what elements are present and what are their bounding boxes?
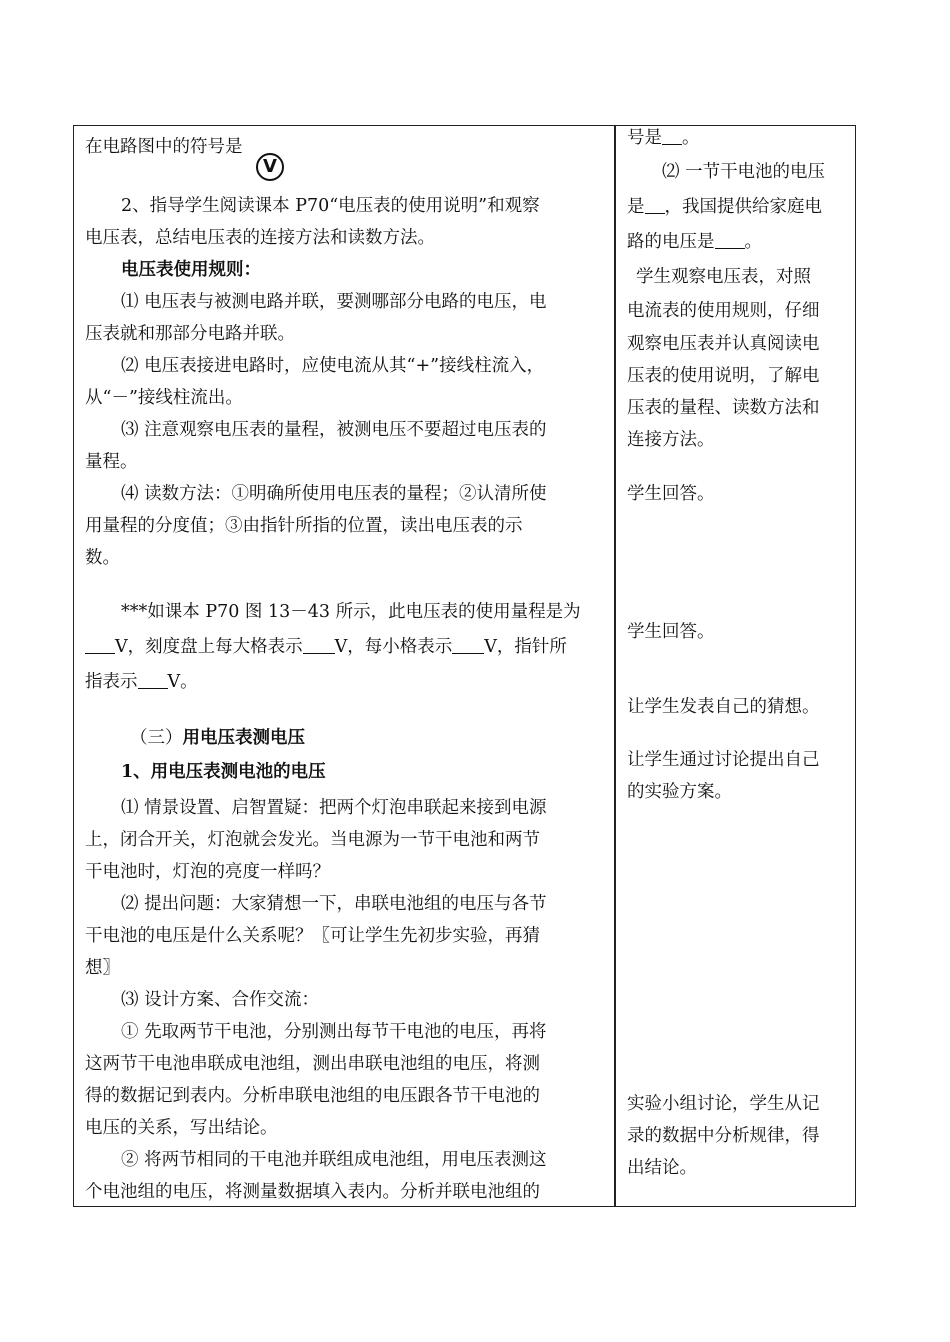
left-line: ⑷ 读数方法：①明确所使用电压表的量程；②认清所使 (121, 484, 547, 504)
right-line: 让学生通过讨论提出自己 (627, 750, 820, 770)
left-line: 用量程的分度值；③由指针所指的位置，读出电压表的示 (85, 516, 523, 536)
left-line: 数。 (85, 548, 120, 568)
right-line: 观察电压表并认真阅读电 (627, 334, 820, 354)
subsection-heading: 1、用电压表测电池的电压 (121, 762, 326, 782)
left-line: 在电路图中的符号是 (85, 137, 243, 157)
answer-blank (645, 197, 665, 214)
left-line: ⑵ 提出问题：大家猜想一下，串联电池组的电压与各节 (121, 894, 547, 914)
answer-blank (85, 637, 115, 654)
right-line: 出结论。 (627, 1158, 697, 1178)
answer-blank (303, 637, 335, 654)
left-line: ⑶ 注意观察电压表的量程，被测电压不要超过电压表的 (121, 420, 547, 440)
right-line: 连接方法。 (627, 430, 715, 450)
right-line: 录的数据中分析规律，得 (627, 1126, 820, 1146)
left-line: 电压的关系，写出结论。 (85, 1118, 278, 1138)
right-line: 压表的量程、读数方法和 (627, 398, 820, 418)
left-line: 这两节干电池串联成电池组，测出串联电池组的电压，将测 (85, 1054, 540, 1074)
right-line: 是 ，我国提供给家庭电 (627, 197, 822, 217)
right-line: 学生回答。 (627, 484, 715, 504)
right-line: 学生回答。 (627, 622, 715, 642)
right-line: 让学生发表自己的猜想。 (627, 697, 820, 717)
left-line: ⑶ 设计方案、合作交流： (121, 990, 320, 1010)
right-line: 电流表的使用规则，仔细 (627, 301, 820, 321)
left-line: 压表就和那部分电路并联。 (85, 324, 295, 344)
right-line: 号是 。 (627, 128, 700, 148)
right-line: ⑵ 一节干电池的电压 (662, 162, 826, 182)
right-line: 的实验方案。 (627, 782, 732, 802)
left-line: ⑴ 电压表与被测电路并联，要测哪部分电路的电压，电 (121, 292, 547, 312)
left-line: 2、指导学生阅读课本 P70“电压表的使用说明”和观察 (121, 196, 540, 216)
left-line: 上，闭合开关，灯泡就会发光。当电源为一节干电池和两节 (85, 830, 540, 850)
left-line: ***如课本 P70 图 13－43 所示，此电压表的使用量程是为 (121, 602, 581, 622)
left-line: 想〗 (85, 958, 120, 978)
section-3-heading: （三）用电压表测电压 (130, 728, 305, 748)
right-line: 学生观察电压表，对照 (636, 267, 811, 287)
right-line: 路的电压是 。 (627, 232, 762, 252)
left-line: 个电池组的电压，将测量数据填入表内。分析并联电池组的 (85, 1182, 540, 1202)
left-line: 干电池时，灯泡的亮度一样吗？ (85, 862, 330, 882)
left-line: ① 先取两节干电池，分别测出每节干电池的电压，再将 (121, 1022, 547, 1042)
left-line: 干电池的电压是什么关系呢？〖可让学生先初步实验，再猜 (85, 926, 540, 946)
voltmeter-symbol: V (256, 153, 284, 181)
right-line: 实验小组讨论，学生从记 (627, 1094, 820, 1114)
rules-heading: 电压表使用规则： (121, 260, 261, 280)
lesson-table (73, 125, 856, 1207)
answer-blank (138, 672, 168, 689)
answer-blank (662, 128, 682, 145)
left-line: ② 将两节相同的干电池并联组成电池组，用电压表测这 (121, 1150, 547, 1170)
left-line: ⑴ 情景设置、启智置疑：把两个灯泡串联起来接到电源 (121, 798, 547, 818)
right-line: 压表的使用说明，了解电 (627, 366, 820, 386)
left-line: 电压表，总结电压表的连接方法和读数方法。 (85, 228, 435, 248)
left-line: V，刻度盘上每大格表示 V，每小格表示 V，指针所 (85, 637, 567, 657)
left-line: ⑵ 电压表接进电路时，应使电流从其“+”接线柱流入， (121, 356, 545, 376)
left-line: 从“－”接线柱流出。 (85, 388, 243, 408)
left-line: 指表示 V。 (85, 672, 198, 692)
answer-blank (715, 232, 745, 249)
column-divider (614, 126, 616, 1206)
left-line: 量程。 (85, 452, 138, 472)
left-line: 得的数据记到表内。分析串联电池组的电压跟各节干电池的 (85, 1086, 540, 1106)
voltmeter-symbol-icon (256, 153, 284, 181)
answer-blank (452, 637, 484, 654)
